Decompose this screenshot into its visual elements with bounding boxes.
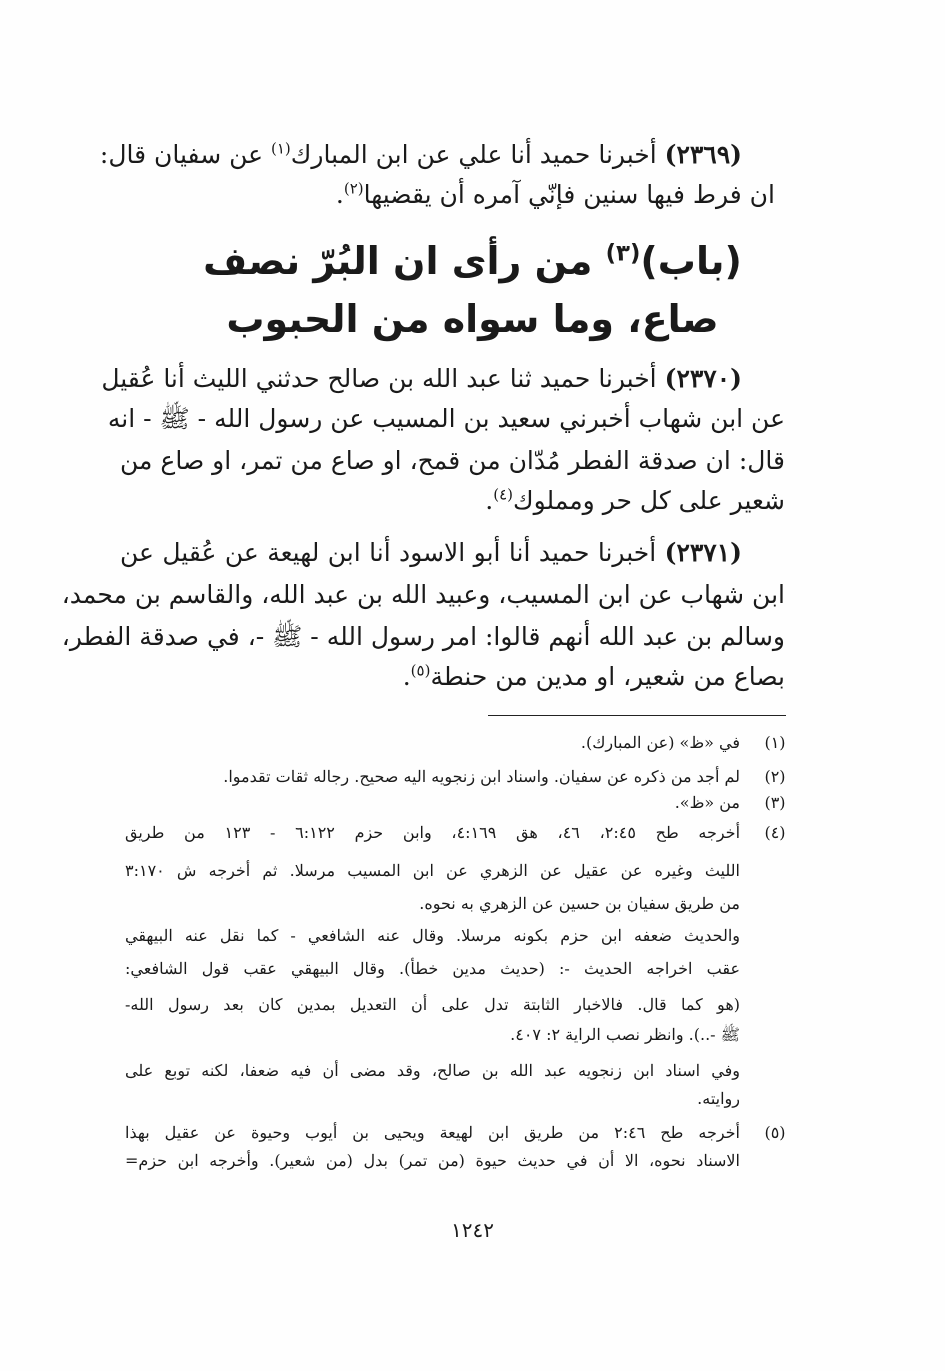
- footnote-divider: [488, 715, 786, 716]
- period: .: [402, 662, 411, 691]
- chapter-title-start: (باب): [640, 239, 742, 283]
- hadith-text: أخبرنا حميد أنا علي عن ابن المبارك: [290, 140, 657, 169]
- footnote-4-line: الليث وغيره عن عقيل عن الزهري عن ابن المسيب مرسلا. ثم أخرجه ش ٣:١٧٠: [125, 861, 740, 880]
- period: .: [485, 486, 494, 515]
- footnote-5-line: الاسناد نحوه، الا أن في حديث حيوة (من تمر) بدل (من شعير). وأخرجه ابن حزم=: [125, 1151, 740, 1170]
- hadith-number: (٢٣٦٩): [664, 140, 742, 169]
- footnote-5-line: أخرجه طح ٢:٤٦ من طريق ابن لهيعة ويحيى بن أيوب وحيوة عن عقيل بهذا: [125, 1123, 740, 1142]
- footnote-4-line: (هو كما قال. فالاخبار الثابتة تدل على أن التعديل بمدين كان بعد رسول الله-: [125, 995, 740, 1014]
- hadith-text: شعير على كل حر ومملوك: [513, 486, 785, 515]
- chapter-title-text: صاع، وما سواه من الحبوب: [226, 297, 719, 341]
- footnote-4-line: والحديث ضعفه ابن حزم بكونه مرسلا. وقال عنه الشافعي - كما نقل عنه البيهقي: [125, 926, 740, 945]
- footnote-number: (١): [764, 733, 786, 752]
- page-number: ١٢٤٢: [451, 1218, 494, 1242]
- hadith-text: ابن شهاب عن ابن المسيب، وعبيد الله بن عبد الله، والقاسم بن محمد،: [61, 580, 785, 609]
- footnote-ref: (٤): [493, 485, 514, 504]
- hadith-2370-line-1: [101, 362, 742, 396]
- footnote-number: (٥): [764, 1123, 786, 1142]
- footnote-2: لم أجد من ذكره عن سفيان. واسناد ابن زنجويه اليه صحيح. رجاله ثقات تقدموا.: [223, 767, 740, 786]
- footnote-ref: (٢): [343, 179, 364, 198]
- footnote-number: (٢): [764, 767, 786, 786]
- footnote-3: من «ظ».: [674, 793, 740, 812]
- footnote-4-line: ﷺ -..). وانظر نصب الراية ٢: ٤٠٧.: [510, 1025, 740, 1044]
- footnote-ref: (٣): [605, 240, 641, 267]
- hadith-2371-line-4: [120, 660, 785, 694]
- hadith-text: بصاع من شعير، او مدين من حنطة: [430, 662, 785, 691]
- hadith-2369-line-1: [99, 138, 742, 172]
- hadith-text: ان فرط فيها سنين فإنّي آمره أن يقضيها: [363, 180, 775, 209]
- footnote-number: (٣): [764, 793, 786, 812]
- footnote-ref: (٥): [410, 661, 431, 680]
- footnote-ref: (١): [271, 139, 291, 158]
- hadith-2371-line-2: [61, 578, 785, 612]
- footnote-1: في «ظ» (عن المبارك).: [580, 733, 740, 752]
- hadith-text: أخبرنا حميد أنا أبو الاسود أنا ابن لهيعة عن عُقيل عن: [120, 538, 657, 567]
- hadith-2370-line-3: [120, 444, 785, 478]
- footnote-4-line: أخرجه طح ٢:٤٥، ٤٦، هق ٤:١٦٩، وابن حزم ٦:١٢٢ - ١٢٣ من طريق: [125, 823, 741, 842]
- hadith-text: قال: ان صدقة الفطر مُدّان من قمح، او صاع من تمر، او صاع من: [120, 446, 785, 475]
- hadith-text: وسالم بن عبد الله أنهم قالوا: امر رسول الله - ﷺ -، في صدقة الفطر،: [61, 622, 785, 651]
- hadith-text: أخبرنا حميد ثنا عبد الله بن صالح حدثني الليث أنا عُقيل: [101, 364, 657, 393]
- hadith-2371-line-1: [120, 536, 742, 570]
- chapter-title-text: من رأى ان البُرّ نصف: [203, 239, 593, 283]
- footnote-4-line: عقب اخراجه الحديث -: (حديث مدين خطأ). وقال البيهقي عقب قول الشافعي:: [125, 959, 740, 978]
- hadith-text: عن ابن شهاب أخبرني سعيد بن المسيب عن رسول الله - ﷺ - انه: [107, 404, 785, 433]
- hadith-2369-line-2: [120, 178, 775, 212]
- chapter-title-line-1: [150, 236, 795, 286]
- period: .: [335, 180, 344, 209]
- hadith-number: (٢٣٧١): [664, 538, 742, 567]
- hadith-number: (٢٣٧٠): [664, 364, 742, 393]
- chapter-title-line-2: [150, 294, 795, 344]
- hadith-2371-line-3: [61, 620, 785, 654]
- hadith-text: عن سفيان قال:: [99, 140, 264, 169]
- footnote-4-line: من طريق سفيان بن حسين عن الزهري به نحوه.: [419, 894, 740, 913]
- hadith-2370-line-2: [107, 402, 785, 436]
- footnote-number: (٤): [764, 823, 786, 842]
- footnote-4-line: وفي اسناد ابن زنجويه عبد الله بن صالح، وقد مضى أن فيه ضعفا، لكنه توبع على: [125, 1061, 741, 1080]
- hadith-2370-line-4: [120, 484, 785, 518]
- footnote-4-line: روايته.: [697, 1089, 740, 1108]
